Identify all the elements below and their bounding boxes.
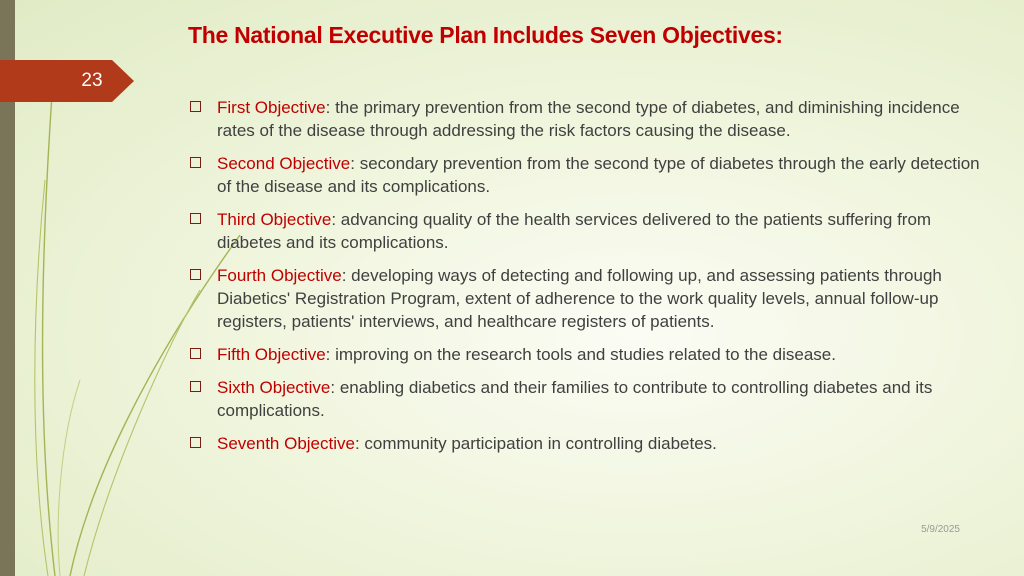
checkbox-bullet-icon [190,269,201,280]
slide-title: The National Executive Plan Includes Seven Objectives: [188,22,783,48]
objective-text: : enabling diabetics and their families to contribute to controlling diabetes and its complications. [217,378,933,420]
checkbox-bullet-icon [190,157,201,168]
objective-text: : the primary prevention from the second type of diabetes, and diminishing incidence rates of the disease through addressing the risk factors causing the disease. [217,98,960,140]
objective-text: : secondary prevention from the second type of diabetes through the early detection of the disease and its complications. [217,154,980,196]
slide-number: 23 [81,70,103,91]
decor-line [43,95,55,576]
objective-item [188,376,988,422]
objective-label: Fifth Objective [217,345,326,364]
objective-text: : community participation in controlling diabetes. [354,434,717,453]
checkbox-bullet-icon [190,348,201,359]
checkbox-bullet-icon [190,101,201,112]
checkbox-bullet-icon [190,381,201,392]
objective-text: : improving on the research tools and studies related to the disease. [325,345,836,364]
objective-label: Second Objective [217,154,351,173]
decor-line [84,290,200,576]
objective-text: : advancing quality of the health services delivered to the patients suffering from diabetes and its complications. [217,210,932,252]
objective-label: Sixth Objective [217,378,331,397]
decor-line [35,180,48,576]
objective-label: First Objective [217,98,326,117]
objective-text: : developing ways of detecting and following up, and assessing patients through Diabetics' Registration Program, extent of adherence to the work quality levels, annual follow-up registers, patients' interviews, and healthcare registers of patients. [217,266,942,331]
checkbox-bullet-icon [190,213,201,224]
objectives-list [188,96,988,465]
objective-item [188,208,988,254]
objective-item [188,152,988,198]
objective-item [188,96,988,142]
slide-date: 5/9/2025 [921,524,960,535]
objective-item [188,343,988,366]
objective-item [188,264,988,333]
objective-label: Third Objective [217,210,332,229]
objective-label: Seventh Objective [217,434,355,453]
objective-item [188,432,988,455]
objective-label: Fourth Objective [217,266,342,285]
checkbox-bullet-icon [190,437,201,448]
